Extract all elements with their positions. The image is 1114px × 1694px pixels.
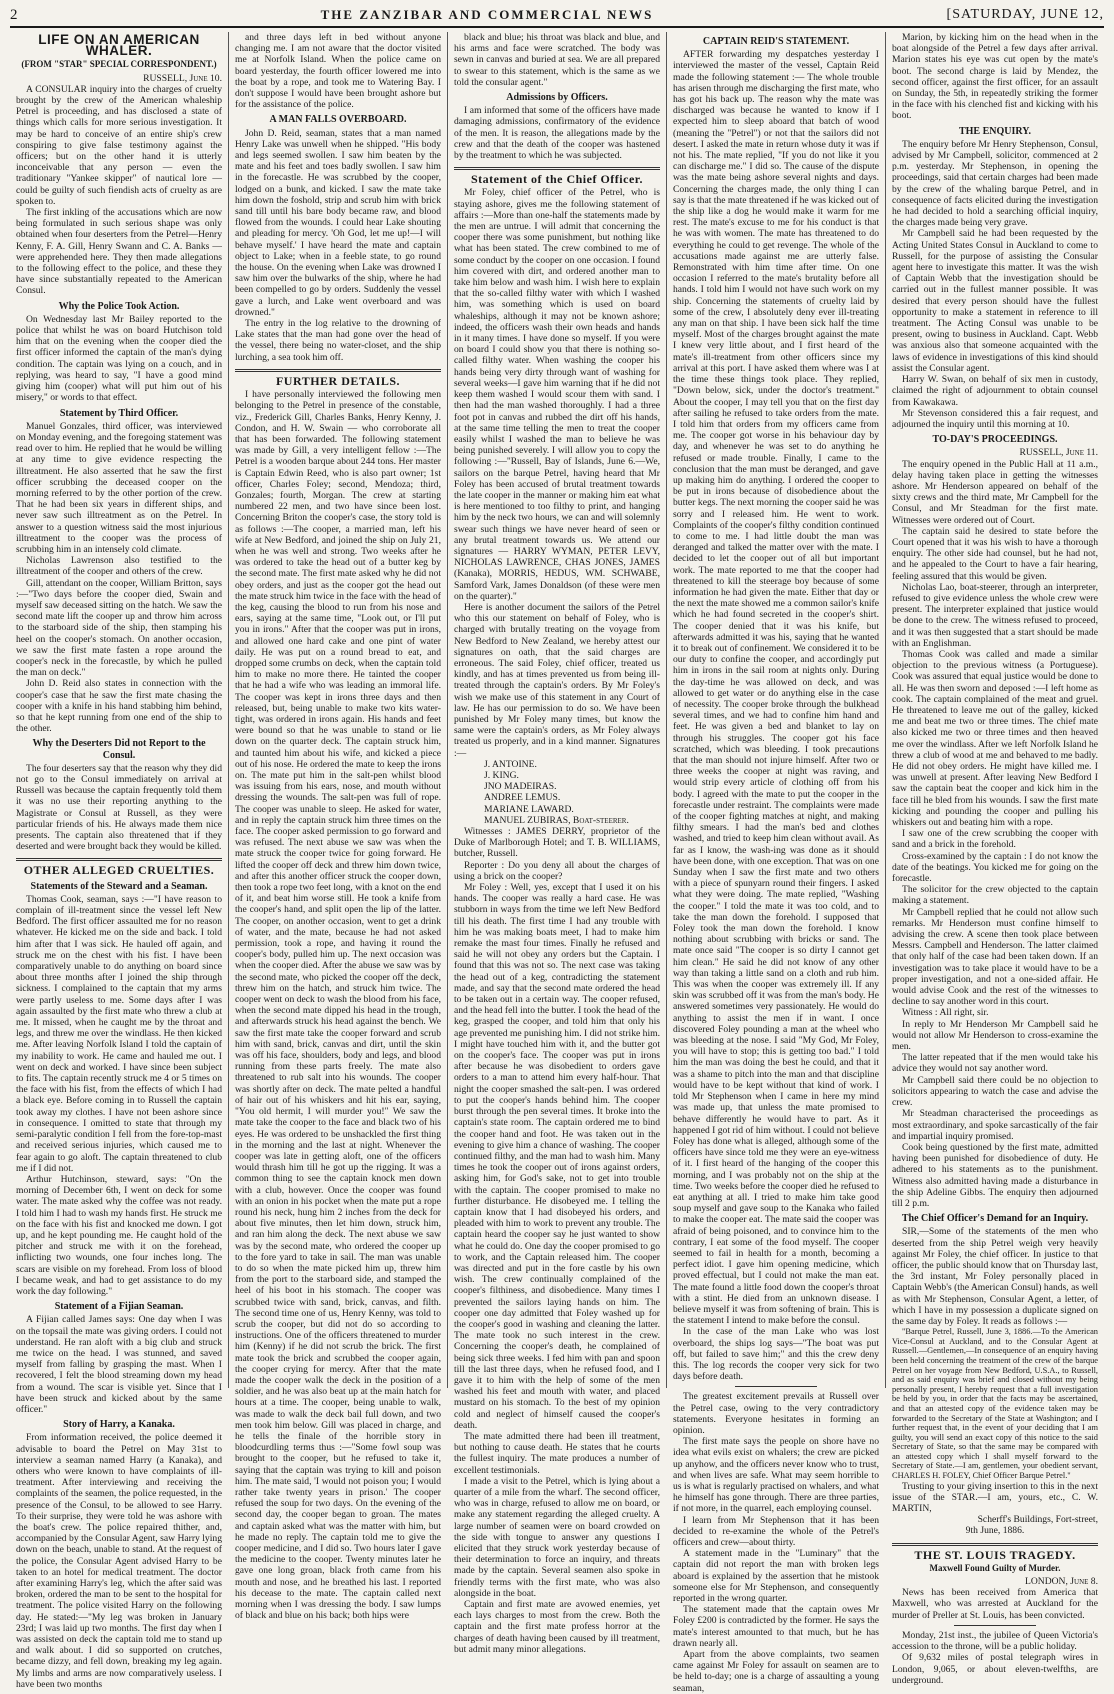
subheading: Maxwell Found Guilty of Murder. [929, 1562, 1061, 1573]
column-5 [886, 32, 1104, 1686]
columns [10, 32, 1104, 1694]
paragraph: Thomas Cook was called and made a similar objection to the previous witness (a Portuguese). Cook was assured that equal justice would be done to all. He was then sworn and deposed :—I left home as cook. The captain complained of the meat and gruel. He threatened to leave me out of the galley, kicked me and beat me two or three times. The chief mate also kicked me two or three times and then heaved me over the windlass. After we left Norfolk Island he threw a club of wood at me and behaved to me badly. He did not obey orders. He might have killed me. I was unwell at present. After leaving New Bedford I saw the captain beat the cooper and kick him in the face till he bled from his wounds. I saw the first mate kicking and pounding the cooper and pulling his whiskers out and beating him with a rope. [892, 648, 1098, 829]
paragraph: Nicholas Lao, boat-steerer, through an interpreter, refused to give evidence unless the whole crew were present. The interpreter explained that justice would be done to the crew. The witness refused to proceed, and it was then suggested that a start should be made with an Englishman. [892, 581, 1098, 649]
subheading: Why the Police Took Action. [58, 300, 180, 312]
paragraph: Mr Foley : Well, yes, except that I used it on his hands. The cooper was really a hard case. He was stubborn in ways from the time we left New Bedford till his death. The first time I had any trouble with him he was making boats meet, I had to make him remake the mast four times. Finally he refused and said he will not obey any orders but the Captain. I found that this was not so. The next case was taking the head out of a keg, contradicting the statement made, and say that the second mate ordered the head to be taken out in a certain way. The cooper refused, and the head fell into the butter. I took the head of the keg, grasped the cooper, and told him that only his age prevented me punishing him. I did not strike him. I might have touched him with it, and the butter got on the cooper's face. The cooper was put in irons after because he was disobedient to orders gave orders to a man to attend him every half-hour. That night the cooper smashed the salt-pen. I was ordered to put the cooper's hands behind him. The cooper burst through the pen several times. It broke into the captain's state room. The captain ordered me to bind the cooper hand and foot. He was taken out in the evening to give him a chance of washing. The cooper continued filthy, and the man had to wash him. Many times he took the cooper out of irons against orders, asking him, for God's sake, not to get into trouble with the captain. The cooper promised to make no further disturbance. He disobeyed me. I telling the captain know that I had disobeyed his orders, and pleaded with him to work to prevent any trouble. The captain heard the cooper say he just wanted to show what he could do. One day the cooper promised to go to work, and the Captain released him. The cooper was directed and put in the fore castle by his own wish. The crew continually complained of the cooper's filthiness, and disobedience. Many times I prevented the sailors laying hands on him. The cooper one day admitted that Foley washed up for the cooper's good in washing and cleaning the latter. The mate took no such interest in the crew. Concerning the cooper's death, he complained of being sick three weeks. I fed him with pan and spoon till the last three days, when he refused food, and I gave it to him with the help of some of the men washed his feet and mouth with water, and placed mustard on his stomach. To the best of my opinion cold and neglect of himself caused the cooper's death. [454, 882, 660, 1431]
byline: (FROM "STAR" SPECIAL CORRESPONDENT.) [21, 59, 217, 70]
paragraph: The latter repeated that if the men would take his advice they would not say another word. [892, 1052, 1098, 1075]
paragraph: A statement made in the "Luminary" that the captain did not report the man with broken legs aboard is explained by the assertion that he mistook someone else for Mr Stephenson, and consequently reported in the wrong quarter. [673, 1548, 879, 1605]
newspaper-title: THE ZANZIBAR AND COMMERCIAL NEWS [320, 7, 654, 22]
paragraph: SIR,—Some of the statements of the men who deserted from the ship Petrel weigh very heavily against Mr Foley, the chief officer. In justice to that officer, the public should know that on Thursday last, the 3rd instant, Mr Foley personally placed in Captain Webb's (the American Consul) hands, as well as with Mr Stephenson, Consular Agent, a letter, of which I have in my possession a duplicate signed on the same day by Foley. It reads as follows :— [892, 1226, 1098, 1327]
column-4 [667, 32, 886, 1694]
signature: JNO MADEIRAS. [484, 781, 557, 793]
paragraph: black and blue; his throat was black and blue, and his arms and face were scratched. The body was sewn in canvas and buried at sea. We are all prepared to swear to this statement, which is the same as we told the consular agent." [454, 32, 660, 88]
paragraph: Gill, attendant on the cooper, William Britton, says :—"Two days before the cooper died, Swain and myself saw deceased sitting on the hatch. We saw the second mate lift the cooper up and throw him across to the starboard side of the ship, then stamping his heel on the cooper's stomach. On another occasion, we saw the first mate fasten a rope around the cooper's neck in the forecastle, by which he pulled the man on deck." [16, 577, 222, 679]
subheading: Statement of a Fijian Seaman. [54, 1301, 184, 1313]
paragraph: I have personally interviewed the following men belonging to the Petrel in presence of the constable, viz., Frederick Gill, Charles Banks, Henry Kenny, J. Condon, and H. W. Swain — who corroborate all that has been forwarded. The following statement was made by Gill, a very intelligent fellow :—The Petrel is a wooden barque about 244 tons. Her master is Captain Edwin Reed, who is also part owner; 1st officer, Charles Foley; second, Mendoza; third, Gonzales; fourth, Morgan. The crew at starting numbered 22 men, and two have since been lost. Concerning Briton the cooper's case, the story told is as follows :—The cooper, a married man, left his wife at New Bedford, and joined the ship on July 21, when he was well and strong. Two weeks after he was ordered to take the head out of a butter keg by the second mate. The first mate asked why he did not obey orders, and just as the cooper got the head out the mate struck him twice in the face with the head of the keg, causing the blood to run from his nose and ears, saying at the same time, "Look out, or I'll put you in irons." After that the cooper was put in irons, and allowed one hard cake and one pint of water daily. He was put on a round bread to eat, and dropped some crumbs on deck, when the captain told him to make no more there. He tainted the cooper that he had a wife who was leading an immoral life. The cooper was kept in irons three days and then released, but, being unable to make two kits water-tight, was ordered in irons again. His hands and feet were bound so that he was unable to stand or lie down on the quarter deck. The captain struck him, and taunted him about his wife, and kicked a piece out of his nose. He ordered the mate to keep the irons on. The mate put him in the salt-pen whilst blood was issuing from his ears, nose, and mouth without dressing the wounds. The salt-pen was full of rope. The cooper was unable to sleep. He asked for water, and in reply the captain struck him three times on the face. The cooper asked permission to go forward and was refused. The next abuse we saw was when the mate struck the cooper twice for going forward. He lifted the cooper off deck and threw him down twice, and after this another officer struck the cooper down, then took a rope two feet long, with a knot on the end of it, and beat him worse still. He took a knife from the cooper's hand, and split open the lip of the latter. The cooper, on another occasion, went to get a drink of water, and the mate, because he had not asked permission, took a rope, and having it round the cooper's body, pulled him up. The next occasion was when the cooper died. After the abuse we saw was by the second mate, who picked the cooper off the deck, threw him on the hatch, and struck him twice. The cooper went on deck to wash the blood from his face, when the second mate dipped his head in the trough, and afterwards struck his head against the bench. We saw the first mate take the cooper forward and scrub him with sand, brick, canvas and dirt, until the skin was off his face, shoulders, body and legs, and blood running from these parts freely. The mate also threatened to rub salt into his wounds. The cooper was shortly after on deck. The mate pelted a handful of hair out of his whiskers and hit his ear, saying, "You old hermit, I will murder you!" We saw the mate take the cooper to the face and black two of his eyes. He was ordered to be unshackled the first thing in the morning and the last at night. Whenever the cooper was late in getting aloft, one of the officers would thrash him till he got up the rigging. It was a common thing to see the captain knock men down with a club, however. Once the cooper was found with an onion in his pocket when the mate put a rope round his neck, hung him 2 inches from the deck for about five minutes, then let him down, struck him, and ran him along the deck. The next abuse we saw was by the second mate, who ordered the cooper up to the fore yard to take in sail. The man was unable to do so when the mate picked him up, threw him from the port to the starboard side, and stamped the heel of his boot in his stomach. The cooper was scrubbed twice with sand, brick, canvas, and filth. The second time one of us, Henry Kenny, was told to scrub the cooper, but did not do so according to instructions. One of the officers threatened to murder him (Kenny) if he did not scrub the brick. The first mate took the brick and scrubbed the cooper again, the cooper crying for mercy. After that the mate made the cooper walk the deck in the position of a soldier, and he was also beat up at the main hatch for hours at a time. The cooper, being unable to walk, was made to walk the deck bail full down, and two men took him below. Gill was placed in charge, and he tells the finale of the horrible story in bloodcurdling terms thus :—"Some fowl soup was brought to the cooper, but he refused to take it, saying that the captain was trying to kill and poison him. The mate said, 'I would not poison you; I would rather take twenty years in prison.' The cooper refused the soup for two days. On the evening of the second day, the cooper began to groan. The mates and captain asked what was the matter with him, but he made no reply. The captain told me to give the cooper medicine, and I did so. Two hours later I gave the medicine to the cooper. Twenty minutes later he gave one long groan, black froth came from his mouth and nose, and he breathed his last. I reported his decease to the mate. The captain called next morning when I was dressing the body. I saw lumps of black and blue on his back; both hips were [235, 389, 441, 1622]
article-title: LIFE ON AN AMERICAN WHALER. [38, 32, 200, 59]
paragraph: John D. Reid, seaman, states that a man named Henry Lake was unwell when he shipped. "His body and legs seemed swollen. I saw him beaten by the mate and his feet and toes badly swollen. I saw him in the forecastle. He was scrubbed by the cooper, lodged on a bunk, and kicked. I saw the mate take him down the foshold, strip and scrub him with brick sand till until his bare body became raw, and blood flowed from the wounds. I could hear Lake shouting and pleading for mercy. 'Oh God, let me up!—I will behave myself.' I have heard the mate and captain object to Lake; when in a feeble state, to go round the house. On the evening when Lake was drowned I saw him over the bulwarks of the ship, where he had been compelled to go by orders. Suddenly the vessel gave a lurch, and Lake went overboard and was drowned." [235, 127, 441, 318]
paragraph: AFTER forwarding my despatches yesterday I interviewed the master of the vessel, Captain Reid made the following statement :— The whole trouble has arisen through me discharging the first mate, who has got his back up. The reason why the mate was discharged was because he wanted to know if I expected him to sleep aboard that batch of wood (meaning the "Petrel") or not that the sailors did not desert. I asked the mate in return whose duty it was if not his. The mate replied, "If you do not like it you can discharge me." I did so. The cause of the dispute was the mate being ashore several nights and days. Concerning the charges made, the only thing I can say is that the mate threatened if he was kicked out of the ship like a dog he would make it warm for me rest. The mate's excuse to me for his conduct is that he was with women. The mate has threatened to do everything he could to get revenge. The whole of the accusations made against me are utterly false. Remonstrated with him time after time. On one occasion I referred to the mate's brutality before all hands. I told him I would not have such work on my ship. Concerning the statements of cruelty laid by some of the crew, I absolutely deny ever ill-treating any man on that ship. I have been sick half the time myself. Most of the charges brought against the mate I knew very little about, and I first heard of the mate's ill-treatment from other officers since my arrival at this port. I have asked them where was I at the time these things took place. They replied, "Down below, sick, under the doctor's treatment." About the cooper, I may tell you that on the first day after sailing he refused to take orders from the mate. I told him that orders from my officers came from me. The cooper got worse in his behaviour day by day, and whenever he was set to do anything he refused or made trouble. Finally, I came to the conclusion that the man must be deranged, and gave up making him do anything. I ordered the cooper to be put in irons because of disobedience about the butter kegs. The next morning the cooper said he was sorry and I released him. He went to work. Complaints of the cooper's filthy condition continued to come to me. I had little doubt the man was deranged and talked the matter over with the mate. I decided to let the cooper out of all but important work. The mate reported to me that the cooper had threatened to kill the steerage boy because of some information he had given the mate. Either that day or the next the mate showed me a common sailor's knife which he had found secreted in the cooper's shirt. The cooper denied that it was his knife, but afterwards admitted it was his, saying that he wanted it to break out of confinement. We considered it to be our duty to confine the cooper, and accordingly put him in irons in the sail room at nights only. During the day-time he was allowed on deck, and was allowed to get water or do anything else in the case of necessity. The cooper broke through the bulkhead several times, and we had to confine him hand and feet. He was given a bed and blanket to lay on through his struggles. The cooper got his face scratched, which was bleeding. I took precautions that the man should not injure himself. After two or three weeks the cooper at night was raving, and would strip every article of clothing off from his body. I agreed with the mate to put the cooper in the forecastle under restraint. The complaints were made of the cooper fighting matches at night, and making filthy smears. I had the man's bed and clothes washed, and tried to keep him clean without avail. As far as I know, the wash-ing was done as it should have been done, with one exception. That was on one Sunday when I saw the first mate and two others with a piece of spunyarn round their fingers. I asked what they were doing. The mate replied, "Washing the cooper." I told the mate it was too cold, and to take the man down the forehold. I supposed that Foley took the man down the forehold. I know nothing about scrubbing with bricks or sand. The mate once said "The cooper is so dirty I cannot get him clean." He said he did not know of any other way than taking a little sand on a cloth and rub him. This was when the cooper was extremely ill. If any skin was scrubbed off it was from the man's body. He answered sometimes very passionately. He would do anything to assist the men if in want. I once discovered Foley pounding a man at the wheel who was bleeding at the nose. I said "My God, Mr Foley, you will have to stop; this is getting too bad." I told him the man was doing the best he could, and that it was a shame to pitch into the man and that discipline would have to be kept without that kind of work. I told Mr Stephenson when I came in here my mind was made up, that unless the mate promised to behave differently he would have to part. As it happened I got rid of him without. I could not believe Foley has done what is alleged, although some of the officers have since told me they were an eye-witness of it. I first heard of the hanging of the cooper this morning, and I was probably not on the ship at the time. Two weeks before the cooper died he refused to eat anything at all. I tried to make him take good soup myself and gave soup to the Kanaka who failed to make the cooper eat. The mate said the cooper was afraid of being poisoned, and to convince him to the contrary, I eat some of the food myself. The cooper seemed to fail in health for a month, becoming a perfect idiot. I gave him opening medicine, which proved effectual, but I could not make the man eat. The mate found a little food down the cooper's throat with a stint. He died from an unknown disease. I believe myself it was from softening of brain. This is the statement I intend to make before the consul. [673, 49, 879, 1327]
address: Scherff's Buildings, Fort-street, [977, 1514, 1098, 1526]
signature: ANDREE LEMUS. [484, 792, 561, 804]
issue-date: [SATURDAY, JUNE 12, [946, 7, 1104, 22]
paragraph: The first mate says the people on shore have no idea what evils exist on whalers; the crew are picked up anyhow, and the officers never know who to trust, and when lives are safe. What may seem horrible to us is what is regularly practised on whalers, and what he himself has gone through. There are three parties, if not more, in the quarrel, each employing counsel. [673, 1436, 879, 1515]
paragraph: The enquiry opened in the Public Hall at 11 a.m., delay having taken place in getting the witnesses ashore. Mr Henderson appeared on behalf of the sixty crews and the third mate, Mr Campbell for the Consul, and Mr Steadman for the first mate. Witnesses were ordered out of Court. [892, 458, 1098, 526]
paragraph: Of 9,632 miles of postal telegraph wires in London, 9,065, or about eleven-twelfths, are underground. [892, 1652, 1098, 1686]
paragraph: Harry W. Swan, on behalf of six men in custody, claimed the right of adjournment to obtain counsel from Kawakawa. [892, 374, 1098, 408]
paragraph: I made a visit to the Petrel, which is lying about a quarter of a mile from the wharf. The second officer, who was in charge, refused to allow me on board, or make any statement regarding the alleged cruelty. A large number of seamen were on board crowded on the side with tongue to answer any questions I elicited that they struck work yesterday because of their determination to force an inquiry, and threats made by the captain. Several seamen also spoke in friendly terms with the first mate, who was also alongside in the boat. [454, 1475, 660, 1599]
paragraph: Mr Campbell said there could be no objection to solicitors appearing to watch the case and advise the crew. [892, 1074, 1098, 1109]
paragraph: Thomas Cook, seaman, says :—"I have reason to complain of ill-treatment since the vessel left New Bedford. The first officer assaulted me for no reason whatever. He kicked me on the side and back. I told him after that I was sick. He hauled off again, and struck me on the chest with his fist. I have been comparatively unable to do anything on board since about three months after I joined the ship through sickness. I complained to the captain that my arms were partly useless to me. Some days after I was again assaulted by the first mate who threw a club at me. It missed, when he caught me by the throat and legs, and threw me over the windlass. He then kicked me. After leaving Norfolk Island I told the captain of my inability to work. He came and hauled me out. I went on deck and worked. I have since been subject to fits. The captain recently struck me 4 or 5 times on the face with his fist, from the effects of which I had a black eye. Before coming in to Russell the captain took away my clothes. I have not been ashore since in consequence. I omitted to state that through my semi-paralytic condition I fell from the fore-top-mast and received serious injuries, which caused me to fear again to go aloft. The captain threatened to club me if I did not. [16, 893, 222, 1174]
signature: J. KING. [484, 770, 519, 781]
paragraph: The enquiry before Mr Henry Stephenson, Consul, advised by Mr Campbell, solicitor, commenced at 2 p.m. yesterday. Mr Stephenson, in opening the proceedings, said that certain charges had been made by the crew of the whaling barque Petrel, and in consequence of facts elicited during the investigation he had decided to hold a searching official inquiry, the charges made being very grave. [892, 138, 1098, 229]
letter-date: 9th June, 1886. [965, 1525, 1025, 1537]
column-1 [10, 32, 229, 1690]
paragraph: Monday, 21st inst., the jubilee of Queen Victoria's accession to the throne, will be a public holiday. [892, 1629, 1098, 1653]
paragraph: Here is another document the sailors of the Petrel who this our statement on behalf of Foley, who is charged with brutally treating on the voyage from New Bedford to New Zealand, we hereby attest our signatures on oath, that the said charges are erroneous. The said Foley, chief officer, treated us kindly, and has at times prevented us from being ill-treated through the captain's orders. By Mr Foley's wish we make use of this statement in any Court of law. He has our permission to do so. We have been punished by Mr Foley many times, but know the same were the captain's orders, as Mr Foley always treated us properly, and in a kind manner. Signatures :— [454, 601, 660, 759]
quoted-letter: "Barque Petrel, Russell, June 3, 1886.—To the American Vice-Consul at Auckland, and to the Consular Agent at Russell.—Gentlemen,—In consequence of an enquiry having been held concerning the treatment of the crew of the barque Petrel on her voyage from New Bedford, U.S.A., to Russell, and as said enquiry was brief and closed without my being personally present, I hereby request that a full investigation be held by you, in order that the facts may be ascertained, and that an attested copy of the evidence taken may be forwarded to the Secretary of the State at Washington; and I further request that, in the event of your deciding that I am guilty, you will send an exact copy of this notice to the said Secretary of State, so that the same may be compared with an attested copy which I shall myself forward to the Secretary of State.—I am, gentlemen, your obedient servant, CHARLES H. FOLEY, Chief Officer Barque Petrel." [892, 1327, 1098, 1481]
subheading: Why the Deserters Did not Report to the Consul. [32, 738, 206, 761]
paragraph: Cross-examined by the captain : I do not know the date of the beatings. You kicked me for going on the forecastle. [892, 850, 1098, 885]
paragraph: The first inkling of the accusations which are now being formulated in such serious shape was only obtained when four deserters from the Petrel—Henry Kenny, F. A. Gill, Henry Swann and C. A. Banks —were apprehended here. They then made allegations to the following effect to the police, and these they have since substantially repeated to the American Consul. [16, 207, 222, 297]
paragraph: Mr Campbell replied that he could not allow such remarks. Mr Henderson must confine himself to advising the crew. A scene then took place between Messrs. Campbell and Henderson. The latter claimed that only half of the case had been taken down. If an investigation was to take place it would have to be a proper investigation, and not a one-sided affair. He would advise Cook and the rest of the witnesses to decline to say another word in this court. [892, 906, 1098, 1008]
divider [735, 1386, 817, 1387]
section-heading: OTHER ALLEGED CRUELTIES. [16, 858, 222, 876]
paragraph: The captain said he desired to state before the Court opened that it was his wish to have a thorough enquiry. The other side had counsel, but he had not, and he appealed to the Court to have a fair hearing, feeling assured that this would be given. [892, 525, 1098, 582]
paragraph: Witness : All right, sir. [902, 1007, 989, 1019]
subheading: Story of Harry, a Kanaka. [63, 1419, 175, 1431]
paragraph: From information received, the police deemed it advisable to board the Petrel on May 31st to interview a seaman named Harry (a Kanaka), and others who were known to have complaints of ill-treatment. After interviewing and receiving the complaints of the seamen, the police requested, in the presence of the Consul, to be allowed to see Harry. To their surprise, they were told he was ashore with the boat's crew. The police repaired thither, and, accompanied by the Consular Agent, saw Harry lying down on the beach, unable to stand. At the request of the police, the Consular Agent advised Harry to be taken to an hotel for medical treatment. The doctor after examining Harry's leg, which the after said was broken, ordered the man to be sent to the hospital for treatment. The police visited Harry on the following day. He stated:—"My leg was broken in January 23rd; I was laid up two months. The first day when I was assisted on deck the captain told me to stand up and walk about. I did so supported on crutches, became dizzy, and fell down, breaking my leg again. My limbs and arms are now comparatively useless. I have been two months [16, 1432, 222, 1690]
paragraph: The four deserters say that the reason why they did not go to the Consul immediately on arrival at Russell was because the captain frequently told them it was no use their reporting anything to the Magistrate or Consul at Russell, as they were particular friends of his. He always made them nice presents. The captain also threatened that if they deserted and were brought back they would be killed. [16, 762, 222, 853]
paragraph: Witnesses : JAMES DERRY, proprietor of the Duke of Marlborough Hotel; and T. B. WILLIAMS, butcher, Russell. [454, 826, 660, 860]
page-number: 2 [10, 6, 19, 23]
paragraph: I saw one of the crew scrubbing the cooper with sand and a brick in the forehold. [892, 828, 1098, 851]
column-3 [448, 32, 667, 1655]
section-heading: THE ST. LOUIS TRAGEDY. [892, 1543, 1098, 1561]
divider [954, 1625, 1036, 1626]
paragraph: and three days left in bed without anyone changing me. I am not aware that the doctor visited me at Norfolk Island. When the police came on board yesterday, the fourth officer lowered me into the boat by a rope, and took me to Watering Bay. I don't suppose I would have been brought ashore but for the assistance of the police. [235, 32, 441, 111]
paragraph: Marion, by kicking him on the head when in the boat alongside of the Petrel a few days after arrival. Marion states his eye was cut open by the mate's boot. The second charge is laid by Mendez, the second officer, against the first officer, for an assault on Sunday, the 5th, in repeatedly striking the former in the face with his clenched fist and kicking with his boot. [892, 32, 1098, 122]
paragraph: Manuel Gonzales, third officer, was interviewed on Monday evening, and the foregoing statement was read over to him. He replied that he would be willing at any time to give evidence respecting the illtreatment. He also asserted that he saw the first officer scrubbing the deceased cooper on the morning referred to by the other portion of the crew. That he had been six years in different ships, and never saw such illtreatment as on the Petrel. In answer to a question witness said the most injurious illtreatment to the cooper was the process of scrubbing him in an intensely cold climate. [16, 420, 222, 555]
paragraph: The greatest excitement prevails at Russell over the Petrel case, owing to the very contradictory statements. Everyone hesitates in forming an opinion. [673, 1391, 879, 1436]
subheading: Statement by Third Officer. [59, 407, 179, 419]
paragraph: A CONSULAR inquiry into the charges of cruelty brought by the crew of the American whaleship Petrel is proceeding, and has disclosed a state of things which calls for more serious investigation. It may be hard to conceive of an entire ship's crew conspiring to give false testimony against the officers; but on the other hand it is utterly inconceivable that any person — even the traditionary "Yankee skipper" of nautical lore — could be guilty of such fiendish acts of cruelty as are spoken to. [16, 83, 222, 207]
paragraph: News has been received from America that Maxwell, who was arrested at Auckland for the murder of Preller at St. Louis, has been convicted. [892, 1587, 1098, 1621]
signature: MANUEL ZUBIRAS, Boat-steerer. [484, 814, 629, 826]
paragraph: In the case of the man Lake who was lost overboard, the ships log says—"The boat was put off, but failed to save him;" and this the crew deny this. The log records the cooper very sick for two days before death. [673, 1326, 879, 1383]
paragraph: Mr Foley, chief officer of the Petrel, who is staying ashore, gives me the following statement of affairs :—More than one-half the statements made by the men are untrue. I will admit that concerning the cooper there was some punishment, but nothing like what has been stated. The crew combined to me of some conduct by the cooper on one occasion. I found him covered with dirt, and ordered another man to take him below and wash him. I wish here to explain that the so-called filthy water with which I washed him, was something which is used on board whaleships, although it may not be known ashore; indeed, the officers wash their own heads and hands in it many times. I have done so myself. If you were on board I could show you that there is nothing so-called filthy water. When washing the cooper his hands being very dirty through want of washing for several weeks—I gave him warning that if he did not keep them washed I would scour them with sand. I then had the man washed thoroughly. I had a three foot pot in canvas and rubbed the dirt off his hands, at the same time telling the men to treat the cooper easily whilst I washed the man to believe he was being punished severely. I will allow you to copy the following :—"Russell, Bay of Islands, June 6.—We, sailors on the barque Petrel, having heard that Mr Foley has been accused of brutal treatment towards the late cooper in the manner or making him eat what is here mentioned to too filthy to print, and hanging him by the neck two hours, we can and will solemnly swear such things we have never heard of seen or any brutal treatment towards us. We attend our signatures — HARRY WYMAN, PETER LEVY, NICHOLAS LAWRENCE, CHAS JONES, JAMES (Kanaka), MORRIS, HEDUS, WM. SCHWABE, Samford Vark, James Donaldson (of these were men on the quarter)." [454, 187, 660, 602]
paragraph: Captain and first mate are avowed enemies, yet each lays charges to most from the crew. Both the captain and the first mate profess horror at the charges of death having been caused by ill treatment, but admit many minor allegations. [454, 1599, 660, 1655]
subheading: TO-DAY'S PROCEEDINGS. [932, 434, 1058, 446]
paragraph: In reply to Mr Henderson Mr Campbell said he would not allow Mr Henderson to cross-examine the men. [892, 1018, 1098, 1053]
masthead [10, 4, 1104, 28]
subheading: THE ENQUIRY. [958, 125, 1032, 137]
signature: MARIANE LAWARD. [484, 803, 574, 815]
subheading: A MAN FALLS OVERBOARD. [269, 114, 407, 126]
paragraph: Mr Steadman characterised the proceedings as most extraordinary, and spoke sarcastically of the fair and impartial inquiry promised. [892, 1108, 1098, 1142]
column-2 [229, 32, 448, 1622]
subheading: The Chief Officer's Demand for an Inquiry. [901, 1213, 1089, 1225]
section-heading: Statement of the Chief Officer. [454, 167, 660, 185]
dateline: RUSSELL, June 10. [143, 72, 222, 84]
signature: J. ANTOINE. [484, 758, 537, 770]
paragraph: Cook being questioned by the first mate, admitted having been punished for disobedience of duty. He adhered to his statements as to the punishment. Witness also admitted having made a disturbance in the ship Adeline Gibbs. The enquiry then adjourned till 2 p.m. [892, 1141, 1098, 1209]
paragraph: On Wednesday last Mr Bailey reported to the police that whilst he was on board Hutchison told him that on the evening when the cooper died the first officer informed the captain of the man's dying condition. The captain was lying on a couch, and in replying, was heard to say, "I have a good mind giving him (cooper) what will put him out of his misery," or words to that effect. [16, 313, 222, 404]
paragraph: I am informed that some of the officers have made damaging admissions, confirmatory of the evidence of the men. It is reason, the allegations made by the crew and that the death of the cooper was hastened by the treatment to which he was subjected. [454, 105, 660, 162]
paragraph: The statement made that the captain owes Mr Foley £200 is contradicted by the former. He says the mate's interest amounted to that much, but he has drawn nearly all. [673, 1604, 879, 1649]
paragraph: Apart from the above complaints, two seamen came against Mr Foley for assault on seamen are to be held to-day; one is a charge of assaulting a young seaman, [673, 1649, 879, 1694]
subheading: Admissions by Officers. [506, 92, 608, 104]
dateline: LONDON, June 8. [1024, 1576, 1098, 1588]
paragraph: Trusting to your giving insertion to this in the next issue of the STAR.—I am, yours, etc., C. W. MARTIN, [892, 1480, 1098, 1515]
paragraph: The entry in the log relative to the drowning of Lake states that the man had gone over the head of the vessel, there being no water-closet, and the ship lurching, a sea took him off. [235, 318, 441, 363]
paragraph: The solicitor for the crew objected to the captain making a statement. [892, 884, 1098, 907]
subheading: Statements of the Steward and a Seaman. [30, 880, 208, 892]
paragraph: The mate admitted there had been ill treatment, but nothing to cause death. He states that he courts the fullest inquiry. The mate produces a number of excellent testimonials. [454, 1430, 660, 1476]
section-heading: FURTHER DETAILS. [235, 369, 441, 387]
paragraph: Mr Campbell said he had been requested by the Acting United States Consul in Auckland to come to Russell, for the purpose of assisting the Consular agent here to investigate this matter. It was the wish of Captain Webb that the investigation should be carried out in the fullest manner possible. It was desired that every person should have the fullest opportunity to make a statement in reference to ill treatment. The Acting Consul was unable to be present, owing to business in Auckland. Capt. Webb was anxious also that someone acquainted with the laws of evidence in investigations of this kind should assist the Consular agent. [892, 228, 1098, 374]
paragraph: I learn from Mr Stephenson that it has been decided to re-examine the whole of the Petrel's officers and crew—about thirty. [673, 1514, 879, 1549]
subheading: CAPTAIN REID'S STATEMENT. [702, 36, 850, 47]
paragraph: Nicholas Lawrenson also testified to the illtreatment of the cooper and others of the crew. [16, 555, 222, 578]
paragraph: A Fijian called James says: One day when I was on the topsail the mate was giving orders. I could not understand. He ran aloft with a big club and struck me twice on the head. I was stunned, and saved myself from falling by grasping the mast. When I recovered, I felt the blood streaming down my head from a wound. The scar is visible yet. Since that I have been struck and kicked about by the same officer." [16, 1314, 222, 1415]
paragraph: John D. Reid also states in connection with the cooper's case that he saw the first mate chasing the cooper with a knife in his hand stabbing him behind, so that he kept running from one end of the ship to the other. [16, 678, 222, 735]
paragraph: Reporter : Do you deny all about the charges of using a brick on the cooper? [454, 859, 660, 882]
paragraph: Arthur Hutchinson, steward, says: "On the morning of December 6th, I went on deck for some water. The mate asked why the coffee was not ready. I told him I had to wash my hands first. He struck me on the face with his fist and knocked me down. I got up, and he kept pounding me. He caught hold of the pitcher and struck me with it on the forehead, inflicting two wounds, one four inches long. The scars are visible on my forehead. From loss of blood I became weak, and had to get assistance to do my work the day following." [16, 1173, 222, 1297]
paragraph: Mr Stevenson considered this a fair request, and adjourned the inquiry until this morning at 10. [892, 407, 1098, 430]
dateline: RUSSELL, June 11. [1019, 447, 1098, 459]
